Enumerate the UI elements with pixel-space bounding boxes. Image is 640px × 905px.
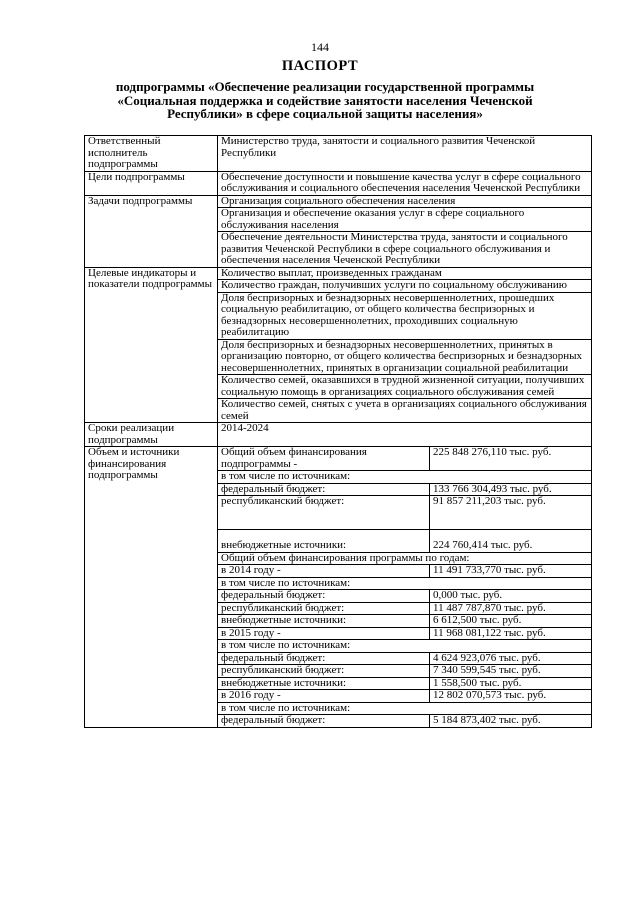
finance-label: федеральный бюджет: [218, 715, 430, 728]
finance-value: 6 612,500 тыс. руб. [430, 615, 592, 628]
finance-label: республиканский бюджет: [218, 665, 430, 678]
finance-value: 11 491 733,770 тыс. руб. [430, 565, 592, 578]
finance-label: в 2014 году - [218, 565, 430, 578]
finance-label: в 2015 году - [218, 627, 430, 640]
finance-value: 4 624 923,076 тыс. руб. [430, 652, 592, 665]
finance-value: 0,000 тыс. руб. [430, 590, 592, 603]
task-item: Организация социального обеспечения населения [218, 195, 592, 208]
finance-label: внебюджетные источники: [218, 615, 430, 628]
finance-value: 11 487 787,870 тыс. руб. [430, 602, 592, 615]
finance-value: 7 340 599,545 тыс. руб. [430, 665, 592, 678]
page-subtitle: подпрограммы «Обеспечение реализации государственной программы «Социальная поддержка и содействие занятости населения Чеченской Республики» в сфере социальной защиты населения» [115, 79, 535, 121]
row-value: Обеспечение доступности и повышение качества услуг в сфере социального обслуживания и социального обеспечения населения Чеченской Республики [218, 171, 592, 195]
indicator-item: Количество семей, снятых с учета в организациях социального обслуживания семей [218, 399, 592, 423]
finance-value: 1 558,500 тыс. руб. [430, 677, 592, 690]
finance-label: Общий объем финансирования программы по годам: [218, 552, 592, 565]
finance-label: внебюджетные источники: [218, 677, 430, 690]
finance-label: в том числе по источникам: [218, 640, 592, 653]
indicator-item: Количество выплат, произведенных гражданам [218, 267, 592, 280]
table-row [85, 447, 592, 728]
finance-label: внебюджетные источники: [218, 530, 430, 553]
finance-value: 91 857 211,203 тыс. руб. [430, 496, 592, 530]
finance-label: в том числе по источникам: [218, 471, 592, 484]
row-label: Задачи подпрограммы [85, 195, 218, 267]
table-row [85, 267, 592, 280]
row-value: Министерство труда, занятости и социального развития Чеченской Республики [218, 136, 592, 172]
finance-table [217, 446, 592, 728]
finance-label: в 2016 году - [218, 690, 430, 703]
table-row [85, 136, 592, 172]
row-label: Объем и источники финансирования подпрограммы [85, 447, 218, 728]
page-title: ПАСПОРТ [281, 58, 359, 74]
table-row [85, 423, 592, 447]
finance-label: в том числе по источникам: [218, 577, 592, 590]
row-label: Целевые индикаторы и показатели подпрограммы [85, 267, 218, 423]
finance-value: 225 848 276,110 тыс. руб. [430, 447, 592, 471]
finance-value: 224 760,414 тыс. руб. [430, 530, 592, 553]
finance-label: республиканский бюджет: [218, 602, 430, 615]
passport-table [84, 135, 592, 728]
indicator-item: Доля беспризорных и безнадзорных несовершеннолетних, принятых в организацию повторно, от общего количества беспризорных и безнадзорных несовершеннолетних, принятых в организации социальной реабилитации [218, 339, 592, 375]
finance-value: 5 184 873,402 тыс. руб. [430, 715, 592, 728]
indicator-item: Количество граждан, получивших услуги по социальному обслуживанию [218, 280, 592, 293]
finance-label: федеральный бюджет: [218, 590, 430, 603]
finance-label: в том числе по источникам: [218, 702, 592, 715]
indicator-item: Доля беспризорных и безнадзорных несовершеннолетних, прошедших социальную реабилитацию, от общего количества беспризорных и безнадзорных несовершеннолетних, проходивших социальную реабилитацию [218, 292, 592, 339]
table-row [85, 171, 592, 195]
row-label: Сроки реализации подпрограммы [85, 423, 218, 447]
table-row [85, 195, 592, 208]
finance-label: федеральный бюджет: [218, 483, 430, 496]
finance-label: Общий объем финансирования подпрограммы - [218, 447, 430, 471]
indicator-item: Количество семей, оказавшихся в трудной жизненной ситуации, получивших социальную помощь в организациях социального обслуживания семей [218, 375, 592, 399]
row-label: Цели подпрограммы [85, 171, 218, 195]
row-label: Ответственный исполнитель подпрограммы [85, 136, 218, 172]
finance-value: 133 766 304,493 тыс. руб. [430, 483, 592, 496]
finance-value: 11 968 081,122 тыс. руб. [430, 627, 592, 640]
finance-value: 12 802 070,573 тыс. руб. [430, 690, 592, 703]
row-value: 2014-2024 [218, 423, 592, 447]
finance-label: республиканский бюджет: [218, 496, 430, 530]
page-number: 144 [311, 40, 329, 54]
task-item: Организация и обеспечение оказания услуг в сфере социального обслуживания населения [218, 208, 592, 232]
finance-cell [218, 447, 592, 728]
task-item: Обеспечение деятельности Министерства труда, занятости и социального развития Чеченской Республики в сфере социального обслуживания и обеспечения населения Чеченской Республики [218, 232, 592, 268]
finance-label: федеральный бюджет: [218, 652, 430, 665]
